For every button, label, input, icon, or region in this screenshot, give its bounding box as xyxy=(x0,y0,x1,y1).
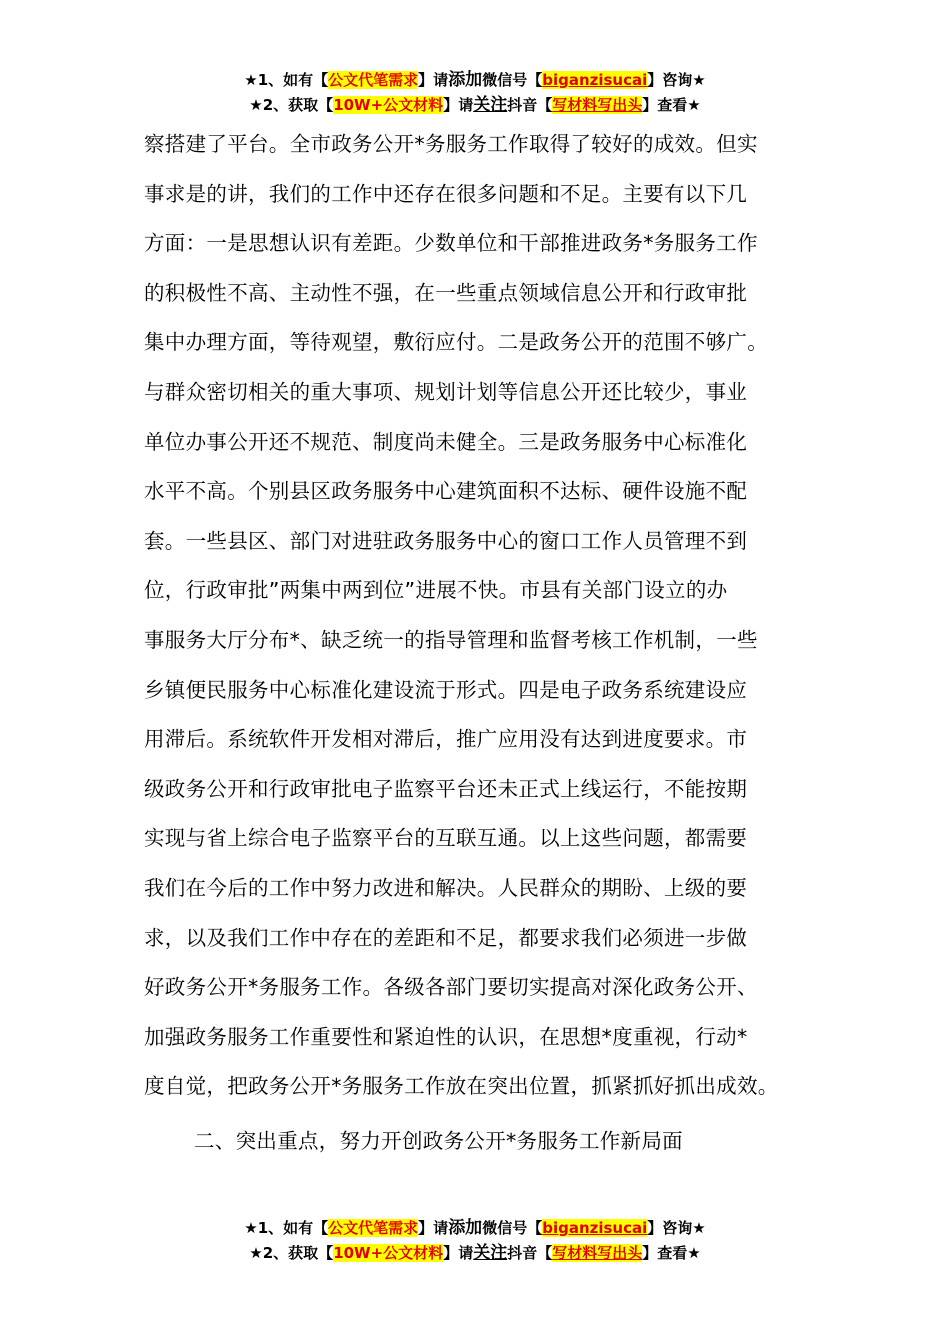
paragraph-line: 集中办理方面，等待观望，敷衍应付。二是政务公开的范围不够广。 xyxy=(144,330,768,355)
promo-emphasis: 添加 xyxy=(448,70,483,90)
promo-banner-top xyxy=(0,68,950,118)
promo-text: 微信号【 xyxy=(482,1219,543,1237)
promo-text: 】查看★ xyxy=(642,1244,701,1262)
promo-douyin-id: 写材料写出头 xyxy=(552,1244,643,1262)
paragraph-line: 用滞后。系统软件开发相对滞后，推广应用没有达到进度要求。市 xyxy=(144,727,748,752)
paragraph-line: 单位办事公开还不规范、制度尚未健全。三是政务服务中心标准化 xyxy=(144,429,748,454)
paragraph-line: 度自觉，把政务公开*务服务工作放在突出位置，抓紧抓好抓出成效。 xyxy=(144,1074,779,1099)
promo-line-1 xyxy=(0,68,950,93)
promo-text: 】请 xyxy=(443,96,474,114)
section-heading: 二、突出重点，努力开创政务公开*务服务工作新局面 xyxy=(194,1129,683,1153)
promo-line-2 xyxy=(0,1241,950,1266)
paragraph-line: 位，行政审批”两集中两到位”进展不快。市县有关部门设立的办 xyxy=(144,578,728,603)
promo-highlight: 10W+公文材料 xyxy=(333,1244,444,1262)
promo-text: ★2、获取【 xyxy=(249,1244,334,1262)
paragraph-line: 我们在今后的工作中努力改进和解决。人民群众的期盼、上级的要 xyxy=(144,875,748,900)
paragraph-line: 加强政务服务工作重要性和紧迫性的认识，在思想*度重视，行动* xyxy=(144,1024,748,1049)
promo-highlight: 公文代笔需求 xyxy=(328,1219,419,1237)
promo-text: ★1、如有【 xyxy=(244,1219,329,1237)
paragraph-line: 求，以及我们工作中存在的差距和不足，都要求我们必须进一步做 xyxy=(144,925,748,950)
promo-highlight: 10W+公文材料 xyxy=(333,96,444,114)
promo-wechat-id: biganzisucai xyxy=(542,71,648,89)
paragraph-line: 套。一些县区、部门对进驻政务服务中心的窗口工作人员管理不到 xyxy=(144,528,748,553)
paragraph-line: 实现与省上综合电子监察平台的互联互通。以上这些问题，都需要 xyxy=(144,826,748,851)
promo-text: 微信号【 xyxy=(482,71,543,89)
promo-emphasis: 关注 xyxy=(473,1243,508,1263)
promo-line-1 xyxy=(0,1216,950,1241)
paragraph-line: 乡镇便民服务中心标准化建设流于形式。四是电子政务系统建设应 xyxy=(144,677,748,702)
paragraph-line: 与群众密切相关的重大事项、规划计划等信息公开还比较少，事业 xyxy=(144,379,748,404)
promo-line-2 xyxy=(0,93,950,118)
paragraph-line: 事求是的讲，我们的工作中还存在很多问题和不足。主要有以下几 xyxy=(144,181,748,206)
paragraph-line: 事服务大厅分布*、缺乏统一的指导管理和监督考核工作机制，一些 xyxy=(144,627,758,652)
promo-emphasis: 添加 xyxy=(448,1218,483,1238)
paragraph-line: 的积极性不高、主动性不强，在一些重点领域信息公开和行政审批 xyxy=(144,280,748,305)
promo-text: ★1、如有【 xyxy=(244,71,329,89)
promo-text: 】请 xyxy=(443,1244,474,1262)
promo-text: 】查看★ xyxy=(642,96,701,114)
paragraph-line: 察搭建了平台。全市政务公开*务服务工作取得了较好的成效。但实 xyxy=(144,132,758,156)
promo-text: 】请 xyxy=(418,71,449,89)
promo-emphasis: 关注 xyxy=(473,95,508,115)
promo-text: ★2、获取【 xyxy=(249,96,334,114)
promo-text: 】请 xyxy=(418,1219,449,1237)
promo-douyin-id: 写材料写出头 xyxy=(552,96,643,114)
promo-text: 】咨询★ xyxy=(647,1219,706,1237)
paragraph-line: 水平不高。个别县区政务服务中心建筑面积不达标、硬件设施不配 xyxy=(144,479,748,504)
paragraph-line: 级政务公开和行政审批电子监察平台还未正式上线运行，不能按期 xyxy=(144,776,748,801)
promo-banner-bottom xyxy=(0,1216,950,1266)
paragraph-line: 好政务公开*务服务工作。各级各部门要切实提高对深化政务公开、 xyxy=(144,975,758,1000)
promo-wechat-id: biganzisucai xyxy=(542,1219,648,1237)
body-paragraph xyxy=(144,120,820,1112)
promo-text: 抖音【 xyxy=(507,96,553,114)
paragraph-line: 方面：一是思想认识有差距。少数单位和干部推进政务*务服务工作 xyxy=(144,231,758,256)
promo-highlight: 公文代笔需求 xyxy=(328,71,419,89)
promo-text: 】咨询★ xyxy=(647,71,706,89)
promo-text: 抖音【 xyxy=(507,1244,553,1262)
